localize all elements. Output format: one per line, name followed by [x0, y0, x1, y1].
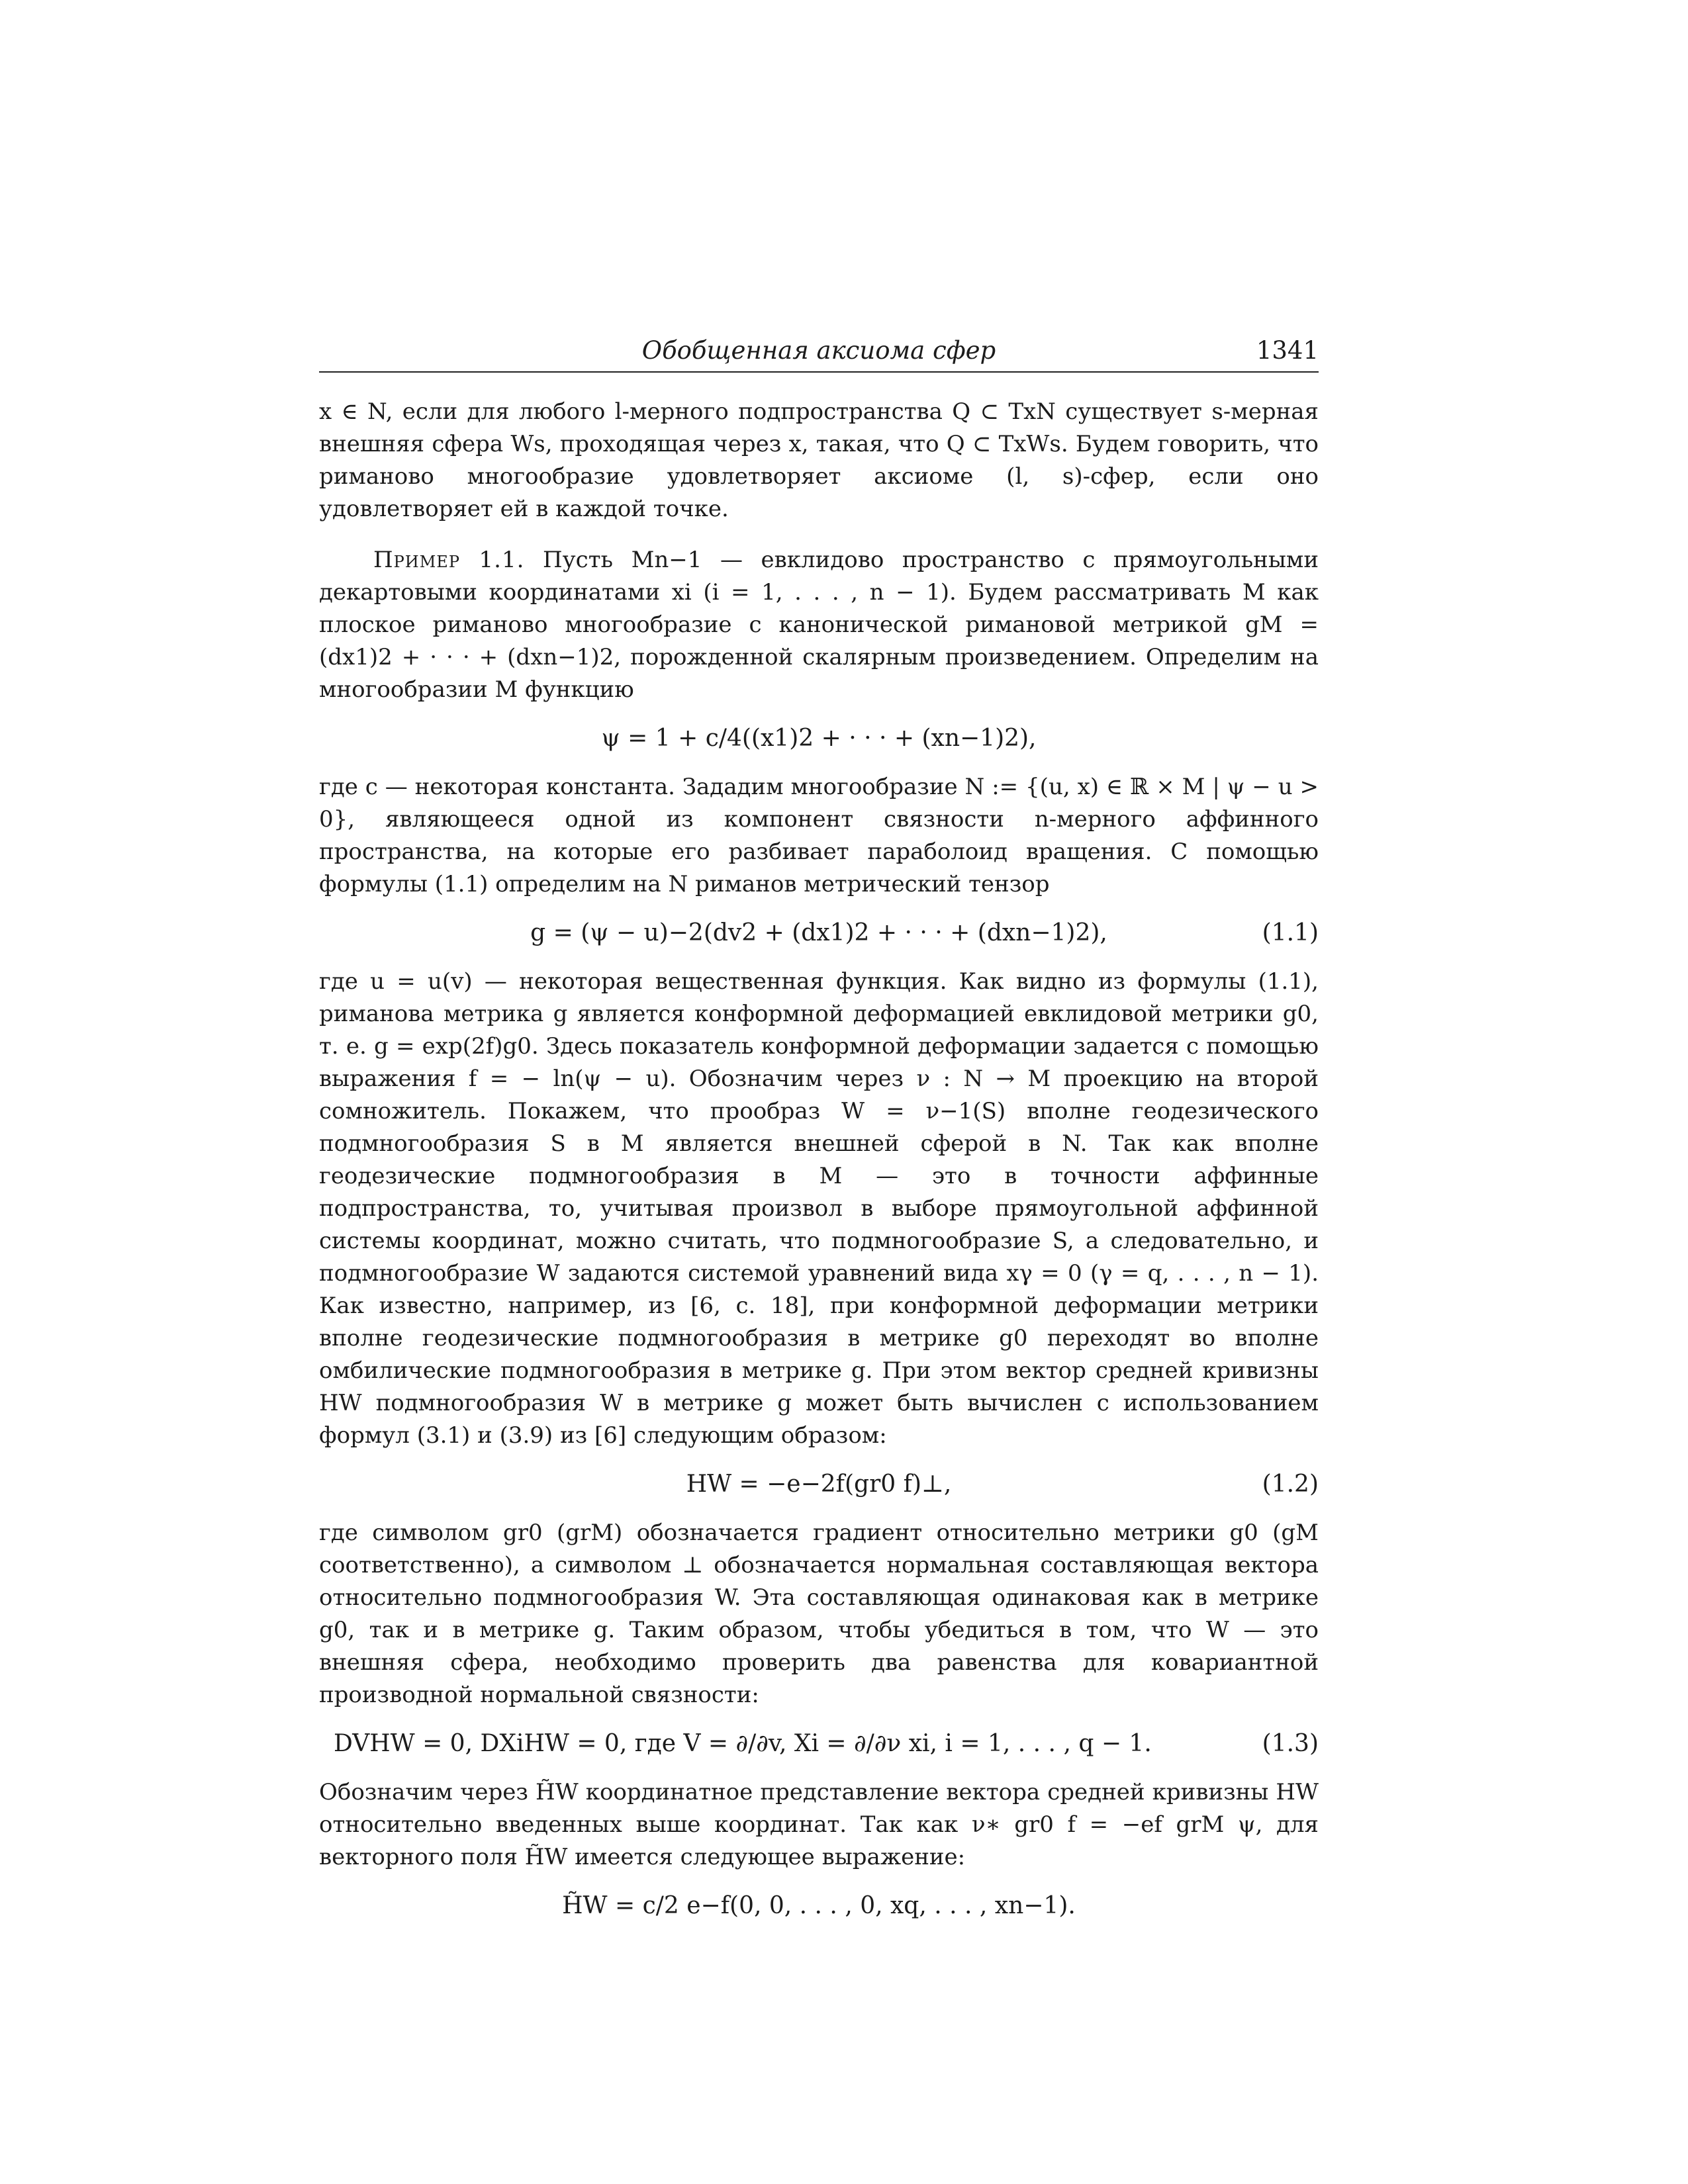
equation-1-2: [319, 1464, 1319, 1505]
equation-psi-formula: ψ = 1 + c/4((x1)2 + · · · + (xn−1)2),: [601, 725, 1037, 752]
equation-1-3-formula: DVHW = 0, DXiHW = 0, где V = ∂/∂v, Xi = ∂/∂ν xi, i = 1, . . . , q − 1.: [334, 1730, 1152, 1757]
example-text: Пусть Mn−1 — евклидово пространство с прямоугольными декартовыми координатами xi (i = 1, . . . , n − 1). Будем рассматривать M как плоское риманово многообразие с канонической римановой метрикой gM = (dx1)2 + · · · + (dxn−1)2, порожденной скалярным произведением. Определим на многообразии M функцию: [319, 547, 1319, 703]
equation-final-formula: H̃W = c/2 e−f(0, 0, . . . , 0, xq, . . . , xn−1).: [562, 1892, 1076, 1919]
example-label: Пример 1.1.: [373, 547, 525, 573]
equation-1-3: [319, 1723, 1319, 1764]
equation-number: (1.1): [1262, 919, 1319, 946]
paragraph-3: где u = u(v) — некоторая вещественная функция. Как видно из формулы (1.1), риманова метрика g является конформной деформацией евклидовой метрики g0, т. е. g = exp(2f)g0. Здесь показатель конформной деформации задается с помощью выражения f = − ln(ψ − u). Обозначим через ν : N → M проекцию на второй сомножитель. Покажем, что прообраз W = ν−1(S) вполне геодезического подмногообразия S в M является внешней сферой в N. Так как вполне геодезические подмногообразия в M — это в точности аффинные подпространства, то, учитывая произвол в выборе прямоугольной аффинной системы координат, можно считать, что подмногообразие S, а следовательно, и подмногообразие W задаются системой уравнений вида xγ = 0 (γ = q, . . . , n − 1). Как известно, например, из [6, с. 18], при конформной деформации метрики вполне геодезические подмногообразия в метрике g0 переходят во вполне омбилические подмногообразия в метрике g. При этом вектор средней кривизны HW подмногообразия W в метрике g может быть вычислен с использованием формул (3.1) и (3.9) из [6] следующим образом:: [319, 968, 1319, 1449]
equation-number: (1.3): [1262, 1730, 1319, 1757]
paragraph-1: x ∈ N, если для любого l-мерного подпространства Q ⊂ TxN существует s-мерная внешняя сфера Ws, проходящая через x, такая, что Q ⊂ TxWs. Будем говорить, что риманово многообразие удовлетворяет аксиоме (l, s)-сфер, если оно удовлетворяет ей в каждой точке.: [319, 398, 1319, 522]
equation-psi: [319, 718, 1319, 759]
equation-number: (1.2): [1262, 1471, 1319, 1498]
equation-final: [319, 1886, 1319, 1927]
paragraph-5: Обозначим через H̃W координатное представление вектора средней кривизны HW относительно введенных выше координат. Так как ν∗ gr0 f = −ef grM ψ, для векторного поля H̃W имеется следующее выражение:: [319, 1779, 1319, 1870]
equation-1-1: [319, 913, 1319, 954]
paragraph-2: где c — некоторая константа. Зададим многообразие N := {(u, x) ∈ ℝ × M | ψ − u > 0}, являющееся одной из компонент связности n-мерного аффинного пространства, на которые его разбивает параболоид вращения. С помощью формулы (1.1) определим на N риманов метрический тензор: [319, 774, 1319, 897]
equation-1-1-formula: g = (ψ − u)−2(dv2 + (dx1)2 + · · · + (dxn−1)2),: [530, 919, 1107, 946]
paragraph-4: где символом gr0 (grM) обозначается градиент относительно метрики g0 (gM соответственно), а символом ⊥ обозначается нормальная составляющая вектора относительно подмногообразия W. Эта составляющая одинаковая как в метрике g0, так и в метрике g. Таким образом, чтобы убедиться в том, что W — это внешняя сфера, необходимо проверить два равенства для ковариантной производной нормальной связности:: [319, 1520, 1319, 1708]
article-body: [319, 396, 1319, 1938]
running-title: Обобщенная аксиома сфер: [641, 336, 996, 365]
running-header: [319, 334, 1319, 373]
page-number: 1341: [1256, 336, 1319, 365]
example-paragraph: [319, 544, 1319, 706]
equation-1-2-formula: HW = −e−2f(gr0 f)⊥,: [686, 1471, 952, 1498]
